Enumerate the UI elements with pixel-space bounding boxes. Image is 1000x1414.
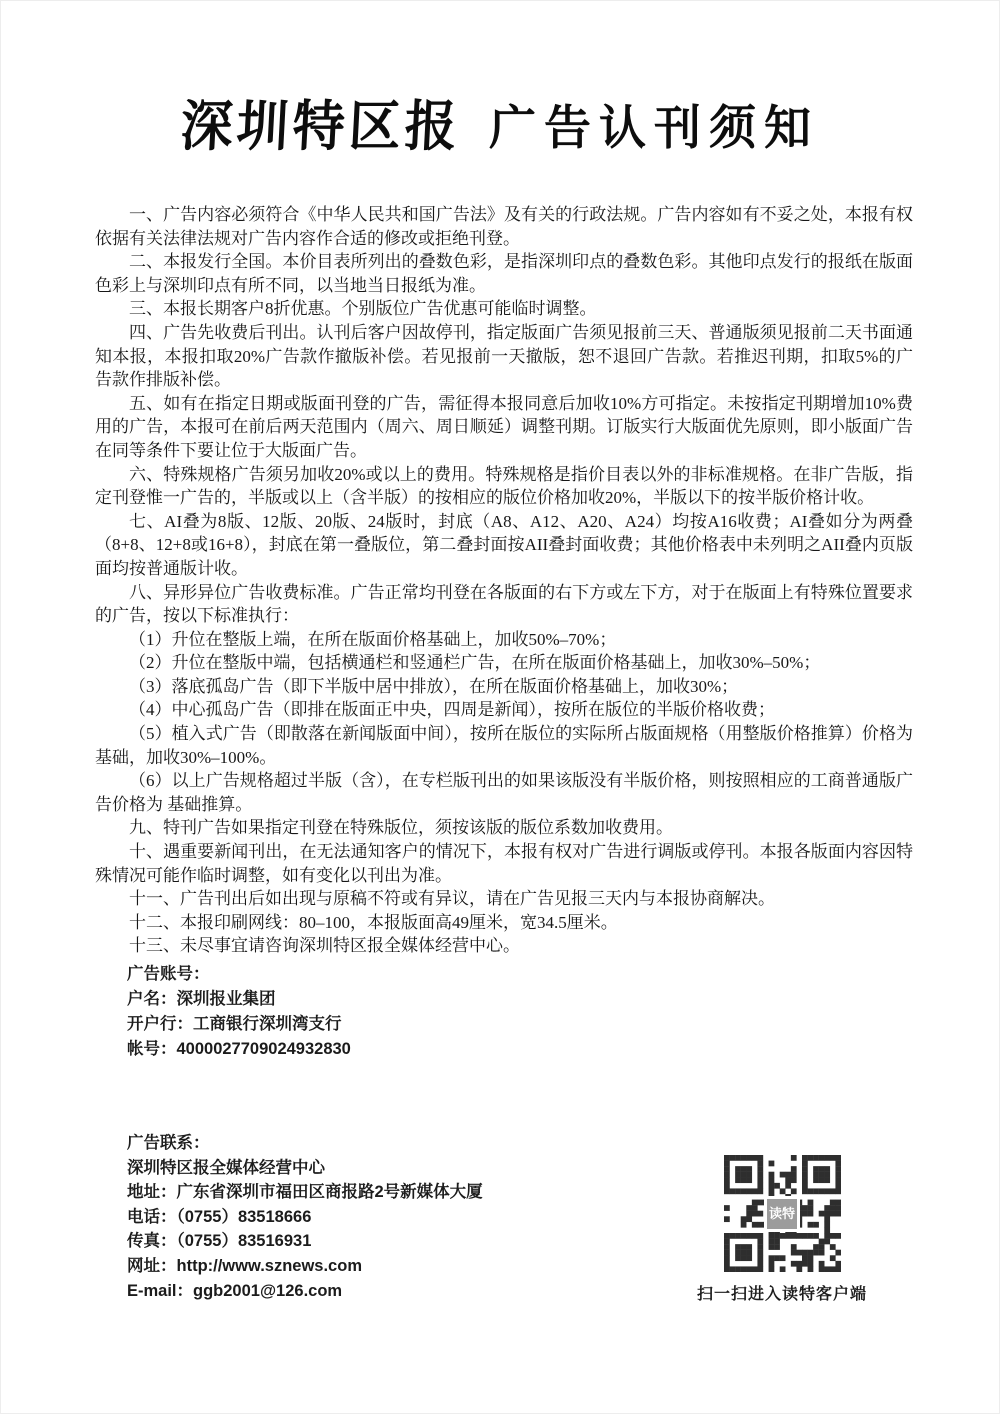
notice-paragraph: 十、遇重要新闻刊出，在无法通知客户的情况下，本报有权对广告进行调版或停刊。本报各版面内容因特殊情况可能作临时调整，如有变化以刊出为准。 (95, 842, 913, 885)
notice-paragraph: 八、异形异位广告收费标准。广告正常均刊登在各版面的右下方或左下方，对于在版面上有特殊位置要求的广告，按以下标准执行： (95, 582, 913, 626)
qr-center-logo: 读特 (764, 1196, 800, 1232)
notice-paragraph: 二、本报发行全国。本价目表所列出的叠数色彩，是指深圳印点的叠数色彩。其他印点发行的报纸在版面色彩上与深圳印点有所不同，以当地当日报纸为准。 (95, 252, 913, 295)
contact-phone: 电话：（0755）83518666 (127, 1207, 312, 1226)
notice-subitem: （1）升位在整版上端，在所在版面价格基础上，加收50%–70%； (129, 629, 617, 649)
notice-paragraph: 四、广告先收费后刊出。认刊后客户因故停刊，指定版面广告须见报前三天、普通版须见报前二天书面通知本报，本报扣取20%广告款作撤版补偿。若见报前一天撤版，恕不退回广告款。若推迟刊期，扣取5%的广告款作排版补偿。 (95, 322, 913, 390)
account-section (127, 962, 351, 1062)
account-heading: 广告账号： (127, 965, 210, 983)
notice-paragraph: 六、特殊规格广告须另加收20%或以上的费用。特殊规格是指价目表以外的非标准规格。在非广告版，指定刊登惟一广告的，半版或以上（含半版）的按相应的版位价格加收20%，半版以下的按半版价格计收。 (95, 464, 913, 508)
notice-title: 广告认刊须知 (489, 103, 819, 155)
notice-subitem: （3）落底孤岛广告（即下半版中居中排放），在所在版面价格基础上，加收30%； (129, 676, 739, 696)
notice-paragraph: 十一、广告刊出后如出现与原稿不符或有异议，请在广告见报三天内与本报协商解决。 (129, 889, 775, 909)
notice-subitem: （5）植入式广告（即散落在新闻版面中间），按所在版位的实际所占版面规格（用整版价格推算）价格为基础，加收30%–100%。 (95, 724, 913, 767)
newspaper-name: 深圳特区报 (179, 97, 463, 158)
qr-code (724, 1155, 841, 1272)
document-title (0, 84, 1000, 159)
notice-paragraph: 五、如有在指定日期或版面刊登的广告，需征得本报同意后加收10%方可指定。未按指定刊期增加10%费用的广告，本报可在前后两天范围内（周六、周日顺延）调整刊期。订版实行大版面优先原则，即小版面广告在同等条件下要让位于大版面广告。 (95, 393, 913, 460)
notice-paragraph: 十三、未尽事宜请咨询深圳特区报全媒体经营中心。 (129, 936, 520, 956)
qr-caption: 扫一扫进入读特客户端 (696, 1286, 867, 1303)
notice-subitem: （4）中心孤岛广告（即排在版面正中央，四周是新闻），按所在版位的半版价格收费； (129, 700, 775, 720)
notice-paragraph: 一、广告内容必须符合《中华人民共和国广告法》及有关的行政法规。广告内容如有不妥之处，本报有权依据有关法律法规对广告内容作合适的修改或拒绝刊登。 (95, 205, 913, 248)
account-bank: 开户行：工商银行深圳湾支行 (127, 1015, 342, 1033)
contact-heading: 广告联系： (127, 1134, 210, 1152)
contact-address: 地址：广东省深圳市福田区商报路2号新媒体大厦 (127, 1183, 483, 1202)
contact-website: 网址：http://www.sznews.com (127, 1256, 362, 1275)
contact-fax: 传真：（0755）83516931 (127, 1232, 312, 1251)
notice-body (95, 203, 913, 958)
account-number: 帐号：4000027709024932830 (127, 1040, 351, 1058)
notice-paragraph: 七、AI叠为8版、12版、20版、24版时，封底（A8、A12、A20、A24）均按A16收费；AI叠如分为两叠（8+8、12+8或16+8），封底在第一叠版位，第二叠封面按AII叠封面收费；其他价格表中未列明之AII叠内页版面均按普通版计收。 (95, 511, 913, 578)
notice-paragraph: 九、特刊广告如果指定刊登在特殊版位，须按该版的版位系数加收费用。 (129, 818, 673, 838)
notice-subitem: （2）升位在整版中端，包括横通栏和竖通栏广告，在所在版面价格基础上，加收30%–50%； (129, 653, 821, 673)
notice-paragraph: 三、本报长期客户8折优惠。个别版位广告优惠可能临时调整。 (129, 299, 597, 319)
qr-figure (682, 1155, 882, 1304)
contact-email: E-mail：ggb2001@126.com (127, 1281, 343, 1300)
notice-paragraph: 十二、本报印刷网线：80–100，本报版面高49厘米，宽34.5厘米。 (129, 912, 618, 932)
account-holder-name: 户名：深圳报业集团 (127, 990, 276, 1008)
contact-section (127, 1131, 483, 1303)
contact-org: 深圳特区报全媒体经营中心 (127, 1158, 325, 1177)
notice-subitem: （6）以上广告规格超过半版（含），在专栏版刊出的如果该版没有半版价格，则按照相应的工商普通版广告价格为 基础推算。 (95, 771, 913, 814)
